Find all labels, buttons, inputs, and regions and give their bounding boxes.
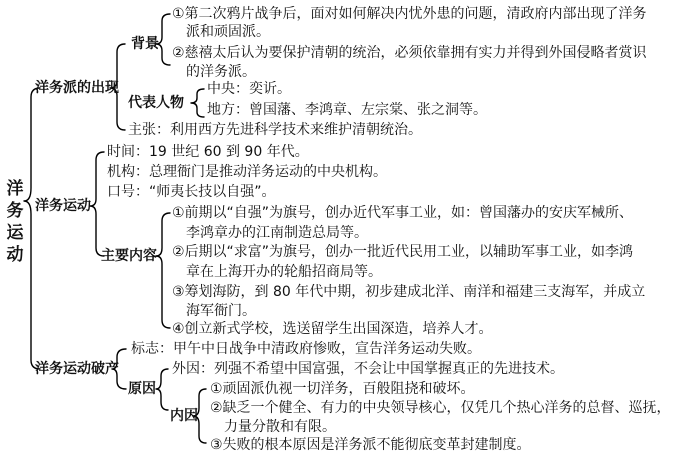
content-item-3-line-1: ③筹划海防，到 80 年代中期，初步建成北洋、南洋和福建三支海军，并成立 xyxy=(172,284,646,300)
internal-reason-label: 内因 xyxy=(170,408,198,424)
content-bracket xyxy=(156,213,170,328)
reason-label: 原因 xyxy=(128,381,156,397)
external-reason: 外因：列强不希望中国富强，不会让中国掌握真正的先进技术。 xyxy=(172,361,564,377)
root-bracket xyxy=(24,88,40,369)
time-text: 时间：19 世纪 60 到 90 年代。 xyxy=(107,144,309,160)
section-title-bankruptcy: 洋务运动破产 xyxy=(35,361,119,377)
background-item-1-line-1: ①第二次鸦片战争后，面对如何解决内忧外患的问题，清政府内部出现了洋务 xyxy=(172,6,647,22)
organization-text: 机构：总理衙门是推动洋务运动的中央机构。 xyxy=(107,164,387,180)
section-title-movement: 洋务运动 xyxy=(35,198,91,214)
background-item-2-line-1: ②慈禧太后认为要保护清朝的统治，必须依靠拥有实力并得到外国侵略者赏识 xyxy=(172,45,647,61)
background-item-1-line-2: 派和顽固派。 xyxy=(186,24,270,40)
reason-bracket xyxy=(156,369,168,410)
section-title-emergence: 洋务派的出现 xyxy=(35,80,119,96)
content-item-3-line-2: 海军衙门。 xyxy=(186,303,256,319)
internal-reason-3: ③失败的根本原因是洋务派不能彻底变革封建制度。 xyxy=(210,437,531,453)
content-item-1-line-1: ①前期以“自强”为旗号，创办近代军事工业，如：曾国藩办的安庆军械所、 xyxy=(172,205,634,221)
representatives-central: 中央：奕䜣。 xyxy=(207,81,291,97)
slogan-text: 口号：“师夷长技以自强”。 xyxy=(107,184,276,200)
claim-text: 主张：利用西方先进科学技术来维护清朝统治。 xyxy=(128,122,422,138)
content-item-2-line-1: ②后期以“求富”为旗号，创办一批近代民用工业，以辅助军事工业，如李鸿 xyxy=(172,244,634,260)
main-content-label: 主要内容 xyxy=(101,248,157,264)
representatives-label: 代表人物 xyxy=(128,95,184,111)
content-item-1-line-2: 李鸿章办的江南制造总局等。 xyxy=(186,225,368,241)
s2-bracket xyxy=(90,152,104,256)
internal-reason-1: ①顽固派仇视一切洋务，百般阻挠和破坏。 xyxy=(210,381,475,397)
internal-reason-2-line-1: ②缺乏一个健全、有力的中央领导核心，仅凭几个热心洋务的总督、巡抚， xyxy=(210,400,671,416)
content-item-2-line-2: 章在上海开办的轮船招商局等。 xyxy=(186,264,382,280)
content-item-4: ④创立新式学校，选送留学生出国深造，培养人才。 xyxy=(172,321,493,337)
internal-reason-2-line-2: 力量分散和有限。 xyxy=(224,419,336,435)
background-label: 背景 xyxy=(131,36,159,52)
representatives-local: 地方：曾国藩、李鸿章、左宗棠、张之洞等。 xyxy=(207,102,487,118)
symbol-text: 标志：甲午中日战争中清政府惨败，宣告洋务运动失败。 xyxy=(131,341,481,357)
root-title: 洋 务 运 动 xyxy=(6,179,24,265)
background-item-2-line-2: 的洋务派。 xyxy=(186,64,256,80)
rep-bracket xyxy=(191,89,204,117)
